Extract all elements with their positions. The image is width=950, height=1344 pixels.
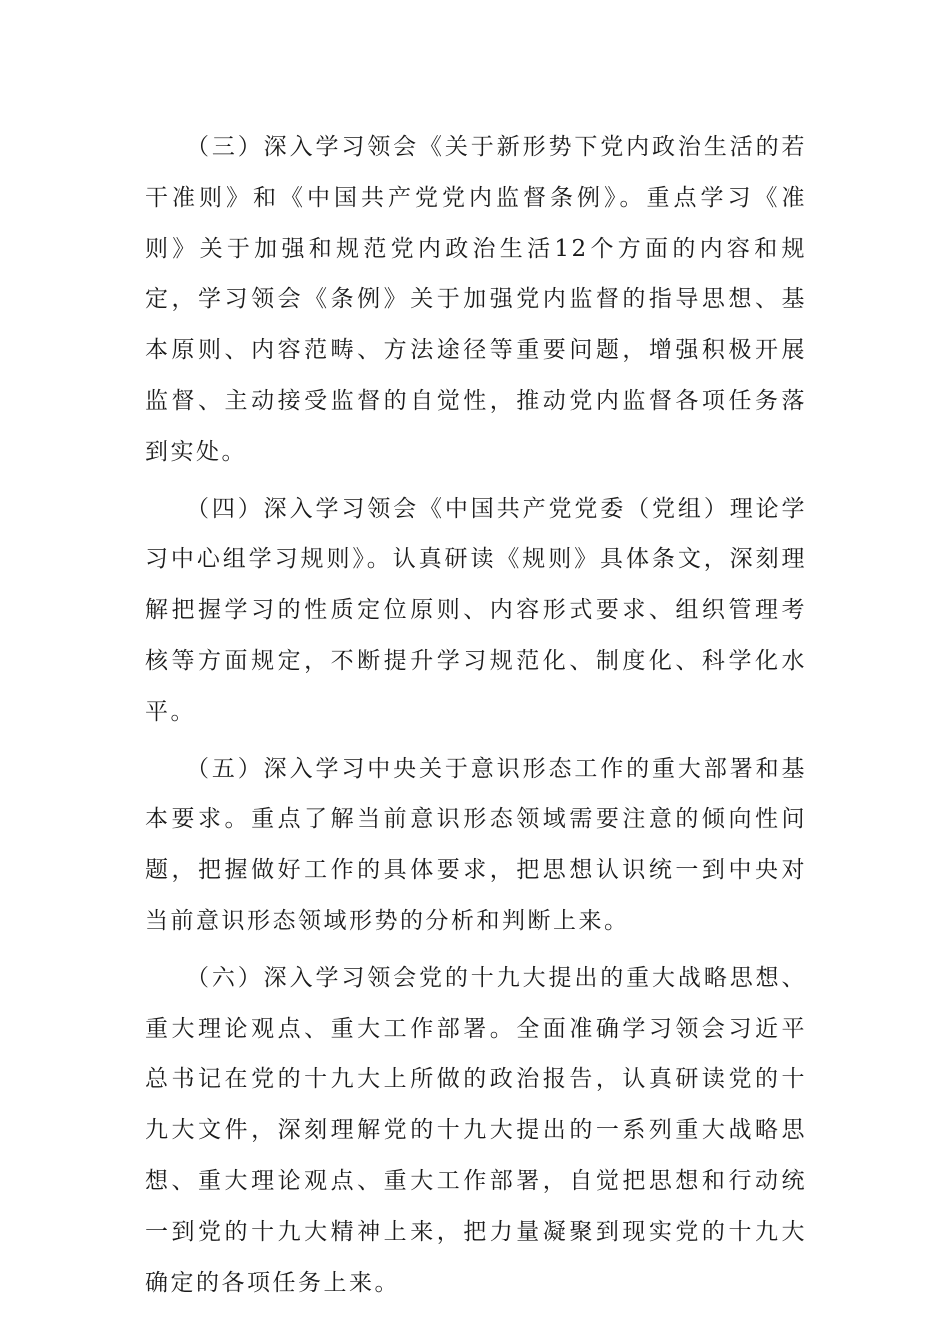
paragraph-section-6: （六）深入学习领会党的十九大提出的重大战略思想、重大理论观点、重大工作部署。全面准确学习领会习近平总书记在党的十九大上所做的政治报告，认真研读党的十九大文件，深刻理解党的十九大提出的一系列重大战略思想、重大理论观点、重大工作部署，自觉把思想和行动统一到党的十九大精神上来，把力量凝聚到现实党的十九大确定的各项任务上来。: [145, 964, 807, 1296]
paragraph-section-3: （三）深入学习领会《关于新形势下党内政治生活的若干准则》和《中国共产党党内监督条例》。重点学习《准则》关于加强和规范党内政治生活12个方面的内容和规定，学习领会《条例》关于加强党内监督的指导思想、基本原则、内容范畴、方法途径等重要问题，增强积极开展监督、主动接受监督的自觉性，推动党内监督各项任务落到实处。: [145, 134, 807, 465]
document-body: [145, 122, 807, 1314]
paragraph-section-4: （四）深入学习领会《中国共产党党委（党组）理论学习中心组学习规则》。认真研读《规则》具体条文，深刻理解把握学习的性质定位原则、内容形式要求、组织管理考核等方面规定，不断提升学习规范化、制度化、科学化水平。: [145, 495, 807, 725]
paragraph-section-5: （五）深入学习中央关于意识形态工作的重大部署和基本要求。重点了解当前意识形态领域需要注意的倾向性问题，把握做好工作的具体要求，把思想认识统一到中央对当前意识形态领域形势的分析和判断上来。: [145, 755, 807, 934]
